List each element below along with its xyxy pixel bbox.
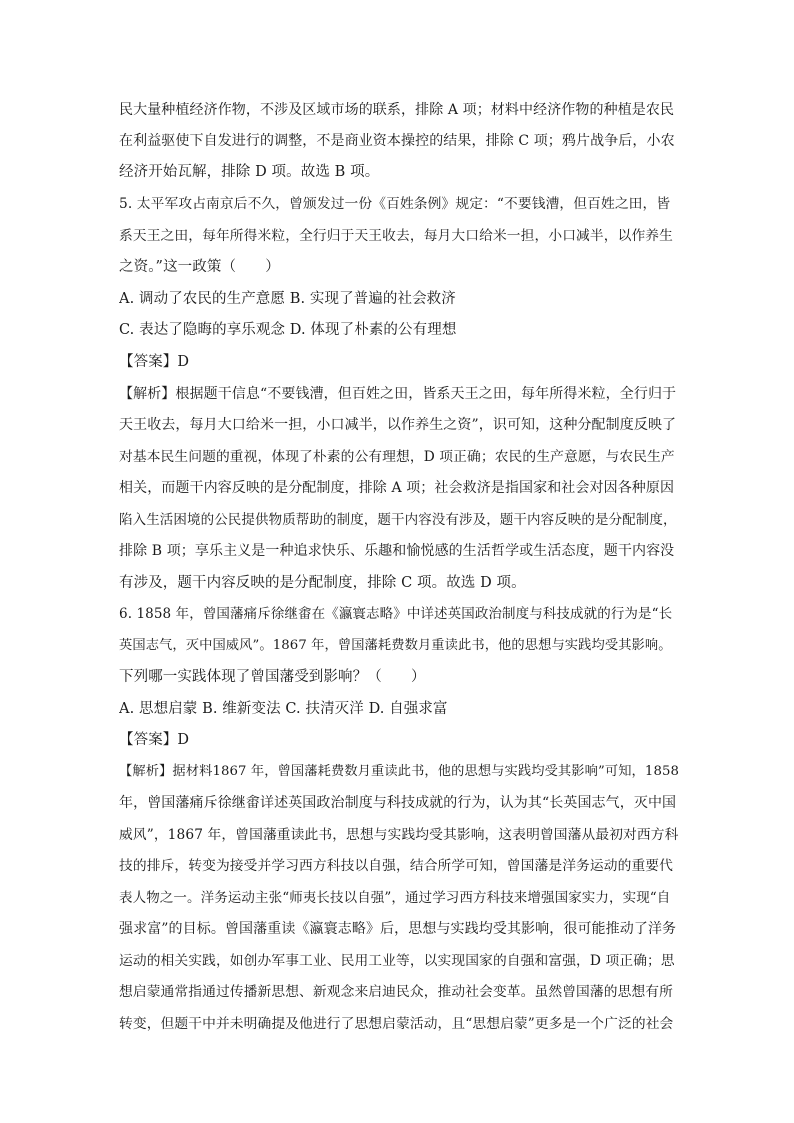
question-5-stem: 之资。”这一政策（ ） xyxy=(119,259,280,275)
question-5-analysis: 有涉及，题干内容反映的是分配制度，排除 C 项。故选 D 项。 xyxy=(119,575,526,591)
question-6-analysis: 【解析】据材料1867 年，曾国藩耗费数月重读此书，他的思想与实践均受其影响”可知，1858 xyxy=(119,764,679,779)
text-line: 经济开始瓦解，排除 D 项。故选 B 项。 xyxy=(119,164,380,180)
question-6-analysis: 想启蒙通常指通过传播新思想、新观念来启迪民众，推动社会变革。虽然曾国藩的思想有所 xyxy=(119,984,674,1000)
question-5-options: A. 调动了农民的生产意愿 B. 实现了普遍的社会救济 xyxy=(119,291,456,307)
question-5-stem: 系天王之田，每年所得米粒，全行归于天王收去，每月大口给米一担，小口减半，以作养生 xyxy=(119,228,674,244)
question-6-answer: 【答案】D xyxy=(119,732,190,748)
question-5-analysis: 排除 B 项；享乐主义是一种追求快乐、乐趣和愉悦感的生活哲学或生活态度，题干内容没 xyxy=(119,543,675,559)
text-line: 民大量种植经济作物，不涉及区域市场的联系，排除 A 项；材料中经济作物的种植是农民 xyxy=(119,102,675,118)
question-6-analysis: 年，曾国藩痛斥徐继畬详述英国政治制度与科技成就的行为，认为其“长英国志气，灭中国 xyxy=(119,795,677,811)
question-6-analysis: 强求富”的目标。曾国藩重读《瀛寰志略》后，思想与实践均受其影响，很可能推动了洋务 xyxy=(119,921,677,937)
question-6-analysis: 表人物之一。洋务运动主张“师夷长技以自强”，通过学习西方科技来增强国家实力，实现“自 xyxy=(119,890,671,906)
question-6-options: A. 思想启蒙 B. 维新变法 C. 扶清灭洋 D. 自强求富 xyxy=(119,701,448,717)
text-line: 在利益驱使下自发进行的调整，不是商业资本操控的结果，排除 C 项；鸦片战争后，小农 xyxy=(119,133,675,149)
question-5-answer: 【答案】D xyxy=(119,354,190,370)
question-6-stem: 英国志气，灭中国威风”。1867 年，曾国藩耗费数月重读此书，他的思想与实践均受其影响。 xyxy=(119,638,672,653)
question-5-options: C. 表达了隐晦的享乐观念 D. 体现了朴素的公有理想 xyxy=(119,322,457,338)
question-5-analysis: 陷入生活困境的公民提供物质帮助的制度，题干内容没有涉及，题干内容反映的是分配制度， xyxy=(119,512,677,528)
question-5-analysis: 【解析】根据题干信息“不要钱漕，但百姓之田，皆系天王之田，每年所得米粒，全行归于 xyxy=(119,386,677,402)
question-6-stem: 下列哪一实践体现了曾国藩受到影响？（ ） xyxy=(119,669,426,685)
question-5-stem: 5. 太平军攻占南京后不久，曾颁发过一份《百姓条例》规定：“不要钱漕，但百姓之田，皆 xyxy=(119,196,671,212)
question-6-analysis: 威风”，1867 年，曾国藩重读此书，思想与实践均受其影响，这表明曾国藩从最初对西方科 xyxy=(119,827,679,843)
question-6-analysis: 运动的相关实践，如创办军事工业、民用工业等，以实现国家的自强和富强，D 项正确；思 xyxy=(119,953,675,969)
question-6-analysis: 转变，但题干中并未明确提及他进行了思想启蒙活动，且“思想启蒙”更多是一个广泛的社会 xyxy=(119,1016,674,1032)
question-5-analysis: 天王收去，每月大口给米一担，小口减半，以作养生之资”，识可知，这种分配制度反映了 xyxy=(119,417,677,433)
question-6-stem: 6. 1858 年，曾国藩痛斥徐继畬在《瀛寰志略》中详述英国政治制度与科技成就的行为是“长 xyxy=(119,606,673,622)
question-5-analysis: 相关，而题干内容反映的是分配制度，排除 A 项；社会救济是指国家和社会对因各种原因 xyxy=(119,480,675,496)
question-5-analysis: 对基本民生问题的重视，体现了朴素的公有理想，D 项正确；农民的生产意愿，与农民生产 xyxy=(119,449,675,465)
question-6-analysis: 技的排斥，转变为接受并学习西方科技以自强，结合所学可知，曾国藩是洋务运动的重要代 xyxy=(119,858,674,874)
